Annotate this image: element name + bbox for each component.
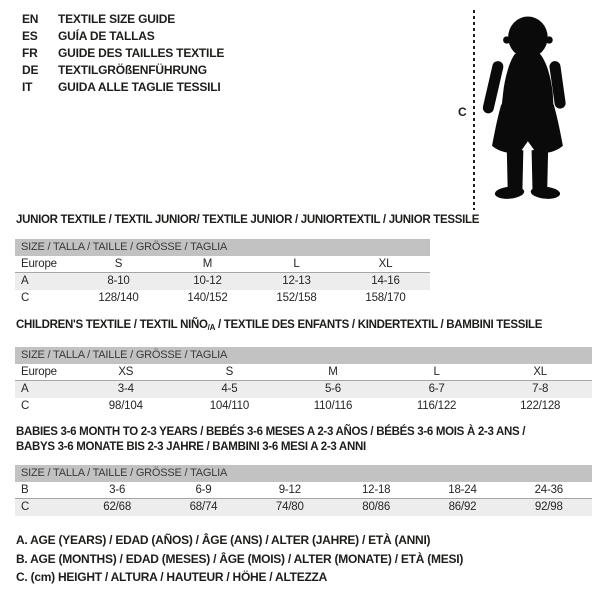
row-label: Europe — [21, 366, 57, 378]
age-cell: 3-4 — [117, 383, 134, 395]
table-row — [15, 273, 430, 290]
language-row-de — [22, 62, 224, 79]
table-row — [15, 256, 430, 273]
height-cell: 104/110 — [209, 400, 250, 412]
size-cell: L — [433, 366, 440, 378]
height-cell: 140/152 — [187, 292, 228, 304]
size-cell: XS — [118, 366, 134, 378]
height-cell: 80/86 — [362, 501, 391, 513]
age-cell: 8-10 — [107, 275, 130, 287]
babies-title-line2: BABYS 3-6 MONATE BIS 2-3 JAHRE / BAMBINI 3-6 MESI A 2-3 ANNI — [16, 441, 366, 453]
height-cell: 152/158 — [276, 292, 317, 304]
height-cell: 116/122 — [416, 400, 457, 412]
height-measure-label: C — [458, 105, 467, 119]
babies-size-header: SIZE / TALLA / TAILLE / GRÖSSE / TAGLIA — [15, 465, 592, 482]
row-label: A — [21, 383, 29, 395]
language-row-fr — [22, 45, 224, 62]
table-row — [15, 381, 592, 398]
table-row — [15, 290, 430, 307]
children-title-suffix: / TEXTILE DES ENFANTS / KINDERTEXTIL / BAMBINI TESSILE — [215, 319, 543, 331]
row-label: B — [21, 484, 29, 496]
row-label: A — [21, 275, 29, 287]
size-cell: M — [202, 258, 213, 270]
language-row-it — [22, 79, 224, 96]
months-cell: 9-12 — [278, 484, 301, 496]
legend-line-c: C. (cm) HEIGHT / ALTURA / HAUTEUR / HÖHE / ALTEZZA — [16, 570, 328, 584]
language-title: GUÍA DE TALLAS — [58, 29, 155, 43]
height-cell: 68/74 — [189, 501, 218, 513]
table-row — [15, 499, 592, 516]
age-cell: 7-8 — [532, 383, 549, 395]
babies-section-title — [16, 425, 525, 455]
language-code: DE — [22, 63, 39, 77]
baby-silhouette-icon — [481, 8, 573, 210]
height-cell: 86/92 — [448, 501, 477, 513]
language-row-es — [22, 28, 224, 45]
size-cell: M — [328, 366, 338, 378]
months-cell: 6-9 — [195, 484, 212, 496]
months-cell: 18-24 — [448, 484, 477, 496]
table-row — [15, 482, 592, 499]
children-size-header: SIZE / TALLA / TAILLE / GRÖSSE / TAGLIA — [15, 347, 592, 364]
measure-legend — [16, 531, 463, 587]
table-row — [15, 364, 592, 381]
language-code: EN — [22, 12, 39, 26]
height-cell: 74/80 — [275, 501, 304, 513]
children-title-prefix: CHILDREN'S TEXTILE / TEXTIL NIÑO — [16, 319, 208, 331]
age-cell: 10-12 — [193, 275, 222, 287]
language-title: TEXTILE SIZE GUIDE — [58, 12, 176, 26]
height-cell: 110/116 — [313, 400, 353, 412]
children-title-subscript: /A — [207, 323, 216, 332]
height-cell: 158/170 — [365, 292, 406, 304]
junior-size-table — [15, 239, 430, 307]
months-cell: 3-6 — [109, 484, 126, 496]
size-cell: XL — [533, 366, 547, 378]
children-section-title — [16, 319, 542, 331]
row-label: C — [21, 292, 30, 304]
legend-line-b: B. AGE (MONTHS) / EDAD (MESES) / ÂGE (MOIS) / ALTER (MONATE) / ETÀ (MESI) — [16, 551, 464, 566]
height-cell: 128/140 — [98, 292, 139, 304]
row-label: C — [21, 501, 30, 513]
height-cell: 62/68 — [103, 501, 132, 513]
age-cell: 4-5 — [221, 383, 238, 395]
months-cell: 24-36 — [534, 484, 564, 496]
babies-size-table — [15, 465, 592, 516]
language-title: GUIDE DES TAILLES TEXTILE — [58, 46, 225, 60]
language-code: FR — [22, 46, 38, 60]
height-cell: 92/98 — [534, 501, 563, 513]
junior-size-header: SIZE / TALLA / TAILLE / GRÖSSE / TAGLIA — [15, 239, 430, 256]
language-row-en — [22, 11, 224, 28]
age-cell: 6-7 — [428, 383, 445, 395]
language-title: TEXTILGRÖßENFÜHRUNG — [58, 63, 207, 77]
height-cell: 122/128 — [520, 400, 561, 412]
size-cell: S — [225, 366, 234, 378]
age-cell: 14-16 — [371, 275, 400, 287]
children-size-table — [15, 347, 592, 415]
language-code: IT — [22, 80, 33, 94]
language-list — [22, 11, 224, 96]
language-title: GUIDA ALLE TAGLIE TESSILI — [58, 80, 221, 94]
age-cell: 12-13 — [282, 275, 311, 287]
size-cell: L — [293, 258, 300, 270]
height-measure-line — [473, 10, 475, 210]
size-cell: XL — [378, 258, 393, 270]
language-code: ES — [22, 29, 38, 43]
table-row — [15, 398, 592, 415]
legend-line-a: A. AGE (YEARS) / EDAD (AÑOS) / ÂGE (ANS) / ALTER (JAHRE) / ETÀ (ANNI) — [16, 533, 431, 547]
months-cell: 12-18 — [361, 484, 391, 496]
junior-section-title — [16, 214, 479, 226]
age-cell: 5-6 — [324, 383, 341, 395]
height-cell: 98/104 — [108, 400, 143, 412]
size-cell: S — [114, 258, 123, 270]
junior-title-text: JUNIOR TEXTILE / TEXTIL JUNIOR/ TEXTILE JUNIOR / JUNIORTEXTIL / JUNIOR TESSILE — [16, 214, 480, 226]
babies-title-line1: BABIES 3-6 MONTH TO 2-3 YEARS / BEBÉS 3-6 MESES A 2-3 AÑOS / BÉBÉS 3-6 MOIS À 2-3 ANS / — [16, 426, 526, 438]
row-label: C — [21, 400, 30, 412]
row-label: Europe — [21, 258, 57, 270]
